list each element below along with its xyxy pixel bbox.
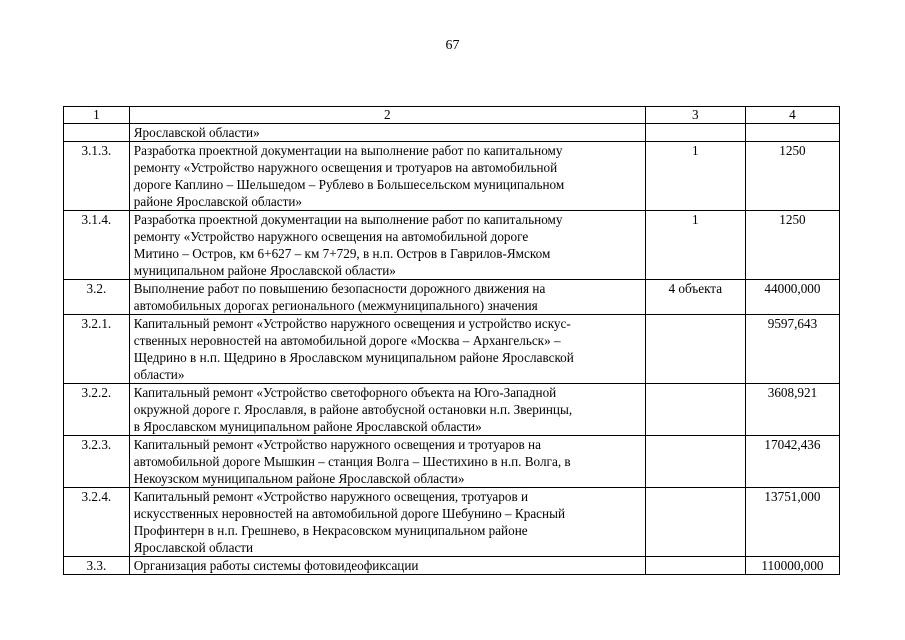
row-quantity [645,315,745,384]
table-row [64,142,840,211]
description-line: Капитальный ремонт «Устройство светофорного объекта на Юго-Западной [133,385,557,400]
description-line: Профинтерн в н.п. Грешнево, в Некрасовском муниципальном районе [133,523,528,538]
row-number: 3.2.3. [64,436,130,488]
row-quantity: 1 [645,211,745,280]
description-line: Капитальный ремонт «Устройство наружного освещения и устройство искус- [133,316,571,331]
description-line: Капитальный ремонт «Устройство наружного освещения, тротуаров и [133,489,529,504]
description-line: муниципальном районе Ярославской области» [133,263,396,278]
table-row [64,211,840,280]
header-cell-4: 4 [745,107,839,124]
row-description [129,142,645,211]
description-line: Выполнение работ по повышению безопасности дорожного движения на [133,281,546,296]
description-line: автомобильной дороге Мышкин – станция Волга – Шестихино в н.п. Волга, в [133,454,571,469]
description-line: ремонту «Устройство наружного освещения и тротуаров на автомобильной [133,160,558,175]
row-amount: 3608,921 [745,384,839,436]
description-line: области» [133,367,185,382]
row-amount: 1250 [745,142,839,211]
row-quantity [645,124,745,142]
description-line: Ярославской области» [133,125,260,140]
table-row [64,315,840,384]
table-row [64,557,840,575]
row-number: 3.3. [64,557,130,575]
row-number: 3.2.2. [64,384,130,436]
row-amount [745,124,839,142]
description-line: Разработка проектной документации на выполнение работ по капитальному [133,212,563,227]
description-line: дороге Каплино – Шельшедом – Рублево в Большесельском муниципальном [133,177,565,192]
row-quantity [645,488,745,557]
row-quantity [645,557,745,575]
row-number: 3.2.4. [64,488,130,557]
table-row [64,124,840,142]
row-number: 3.2.1. [64,315,130,384]
row-number: 3.1.4. [64,211,130,280]
row-number: 3.2. [64,280,130,315]
row-amount: 110000,000 [745,557,839,575]
description-line: окружной дороге г. Ярославля, в районе автобусной остановки н.п. Зверинцы, [133,402,573,417]
description-line: ремонту «Устройство наружного освещения на автомобильной дороге [133,229,529,244]
row-description [129,211,645,280]
description-line: Щедрино в н.п. Щедрино в Ярославском муниципальном районе Ярославской [133,350,574,365]
table-row [64,436,840,488]
table-row [64,384,840,436]
row-description [129,488,645,557]
description-line: искусственных неровностей на автомобильной дороге Шебунино – Красный [133,506,565,521]
description-line: Капитальный ремонт «Устройство наружного освещения и тротуаров на [133,437,541,452]
description-line: ственных неровностей на автомобильной дороге «Москва – Архангельск» – [133,333,561,348]
row-description [129,436,645,488]
row-description [129,315,645,384]
row-amount: 13751,000 [745,488,839,557]
description-line: Организация работы системы фотовидеофиксации [133,558,419,573]
description-line: Некоузском муниципальном районе Ярославской области» [133,471,465,486]
row-amount: 44000,000 [745,280,839,315]
row-description [129,124,645,142]
row-number [64,124,130,142]
header-cell-2: 2 [129,107,645,124]
row-quantity: 4 объекта [645,280,745,315]
budget-table [63,106,840,575]
row-quantity [645,384,745,436]
header-cell-1: 1 [64,107,130,124]
row-quantity: 1 [645,142,745,211]
description-line: районе Ярославской области» [133,194,303,209]
row-amount: 9597,643 [745,315,839,384]
row-description [129,557,645,575]
description-line: Разработка проектной документации на выполнение работ по капитальному [133,143,563,158]
row-description [129,280,645,315]
row-amount: 1250 [745,211,839,280]
description-line: автомобильных дорогах регионального (межмуниципального) значения [133,298,538,313]
description-line: Ярославской области [133,540,254,555]
table-row [64,488,840,557]
row-description [129,384,645,436]
header-cell-3: 3 [645,107,745,124]
page-number: 67 [445,38,460,53]
description-line: в Ярославском муниципальном районе Ярославской области» [133,419,482,434]
table-header-row [64,107,840,124]
description-line: Митино – Остров, км 6+627 – км 7+729, в н.п. Остров в Гаврилов-Ямском [133,246,551,261]
table-row [64,280,840,315]
row-number: 3.1.3. [64,142,130,211]
row-amount: 17042,436 [745,436,839,488]
row-quantity [645,436,745,488]
